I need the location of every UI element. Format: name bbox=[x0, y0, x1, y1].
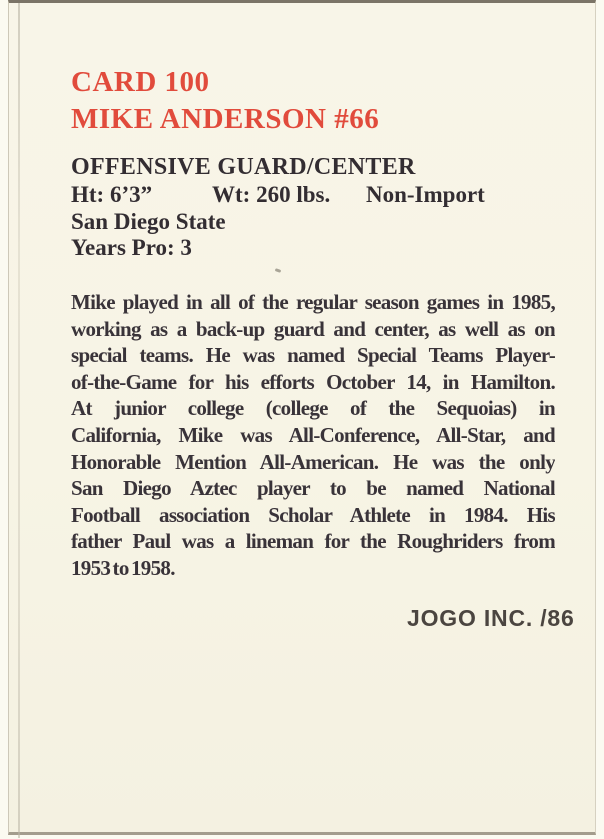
player-bio bbox=[71, 289, 555, 582]
years-pro: Years Pro: 3 bbox=[71, 235, 192, 260]
scan-speck-artifact bbox=[275, 268, 282, 273]
stats-row bbox=[71, 182, 557, 209]
player-height: Ht: 6’3” bbox=[71, 182, 153, 207]
scan-edge-artifact bbox=[18, 3, 20, 838]
bio-line: of-the-Game for his efforts October 14, in Hamilton. bbox=[71, 369, 555, 394]
player-name: MIKE ANDERSON #66 bbox=[71, 103, 380, 135]
bio-line: father Paul was a lineman for the Roughriders from bbox=[71, 529, 555, 554]
bio-line: Football association Scholar Athlete in 1984. His bbox=[71, 502, 555, 527]
player-weight: Wt: 260 lbs. bbox=[212, 182, 331, 207]
card-back bbox=[8, 0, 596, 835]
bio-line: Mike played in all of the regular season games in 1985, bbox=[71, 290, 555, 314]
player-position: OFFENSIVE GUARD/CENTER bbox=[71, 154, 416, 180]
bio-line: Honorable Mention All-American. He was the only bbox=[71, 449, 555, 474]
bio-line: 1953 to 1958. bbox=[71, 555, 175, 580]
player-college: San Diego State bbox=[71, 209, 226, 234]
bio-line: California, Mike was All-Conference, All-Star, and bbox=[71, 422, 555, 447]
import-status: Non-Import bbox=[366, 182, 485, 207]
bio-line: San Diego Aztec player to be named National bbox=[71, 476, 555, 501]
bio-line: At junior college (college of the Sequoias) in bbox=[71, 396, 555, 421]
bio-line: special teams. He was named Special Teams Player- bbox=[71, 343, 555, 368]
publisher-credit: JOGO INC. /86 bbox=[407, 605, 575, 631]
bio-line: working as a back-up guard and center, as well as on bbox=[71, 316, 555, 341]
card-number: CARD 100 bbox=[71, 66, 210, 98]
